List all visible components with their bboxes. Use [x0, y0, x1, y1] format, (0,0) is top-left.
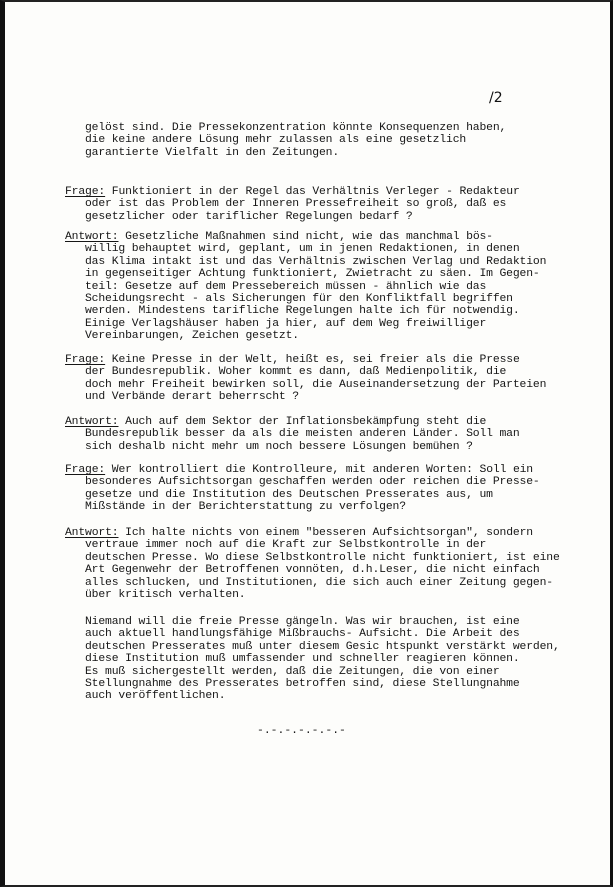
- text-line: diese Institution muß umfassender und schneller reagieren können.: [85, 653, 520, 666]
- text-line: Gesetzliche Maßnahmen sind nicht, wie das manchmal bös-: [118, 231, 493, 243]
- text-line: Art Gegenwehr der Betroffenen vonnöten, d.h.Leser, die nicht einfach: [85, 564, 540, 577]
- question-2: [65, 354, 595, 404]
- text-line: garantierte Vielfalt in den Zeitungen.: [85, 146, 340, 159]
- text-line: deutschen Presse. Wo diese Selbstkontrolle nicht funktioniert, ist eine: [85, 551, 560, 564]
- text-line: in gegenseitiger Achtung funktioniert, Zwietracht zu säen. Im Gegen-: [85, 268, 540, 281]
- text-line: doch mehr Freiheit bewirken soll, die Auseinandersetzung der Parteien: [85, 378, 547, 391]
- text-line: Niemand will die freie Presse gängeln. Was wir brauchen, ist eine: [85, 616, 520, 628]
- text-line: der Bundesrepublik. Woher kommt es dann, daß Medienpolitik, die: [85, 366, 507, 379]
- answer-label: Antwort:: [65, 231, 119, 243]
- text-line: Funktioniert in der Regel das Verhältnis Verleger - Redakteur: [105, 186, 520, 198]
- answer-label: Antwort:: [65, 416, 119, 428]
- text-line: gelöst sind. Die Pressekonzentration könnte Konsequenzen haben,: [85, 122, 507, 134]
- text-line: teil: Gesetze auf dem Pressebereich müssen - ähnlich wie das: [85, 280, 487, 293]
- closing-paragraph: [65, 616, 595, 703]
- answer-2: [65, 416, 595, 453]
- answer-1: [65, 231, 595, 343]
- text-line: Auch auf dem Sektor der Inflationsbekämpfung steht die: [118, 416, 487, 428]
- text-line: über kritisch verhalten.: [85, 589, 246, 602]
- text-line: besonderes Aufsichtsorgan geschaffen werden oder reichen die Presse-: [85, 476, 540, 489]
- question-label: Frage:: [65, 354, 106, 366]
- text-line: Bundesrepublik besser da als die meisten anderen Länder. Soll man: [85, 428, 520, 441]
- text-line: willig behauptet wird, geplant, um in jenen Redaktionen, in denen: [85, 243, 520, 256]
- text-line: und Verbände derart beherrscht ?: [85, 391, 299, 404]
- text-line: gesetze und die Institution des Deutschen Presserates aus, um: [85, 488, 493, 501]
- question-3: [65, 464, 595, 514]
- question-label: Frage:: [65, 186, 106, 198]
- answer-3: [65, 527, 595, 601]
- text-line: Es muß sichergestellt werden, daß die Zeitungen, die von einer: [85, 665, 500, 678]
- end-mark: -.-.-.-.-.-.-: [257, 725, 346, 737]
- text-line: Wer kontrolliert die Kontrolleure, mit anderen Worten: Soll ein: [105, 464, 533, 476]
- text-line: gesetzlicher oder tariflicher Regelungen bedarf ?: [85, 210, 413, 223]
- text-line: auch aktuell handlungsfähige Mißbrauchs- Aufsicht. Die Arbeit des: [85, 628, 520, 641]
- text-line: Einige Verlagshäuser haben ja hier, auf dem Weg freiwilliger: [85, 317, 487, 330]
- text-line: Vereinbarungen, Zeichen gesetzt.: [85, 330, 299, 343]
- text-line: das Klima intakt ist und das Verhältnis zwischen Verlag und Redaktion: [85, 255, 547, 268]
- text-line: alles schlucken, und Institutionen, die sich auch einer Zeitung gegen-: [85, 576, 553, 589]
- text-line: Mißstände in der Berichterstattung zu verfolgen?: [85, 501, 406, 514]
- text-line: deutschen Presserates muß unter diesem Gesic htspunkt verstärkt werden,: [85, 640, 560, 653]
- text-line: werden. Mindestens tarifliche Regelungen halte ich für notwendig.: [85, 305, 520, 318]
- text-line: auch veröffentlichen.: [85, 690, 226, 703]
- text-line: oder ist das Problem der Inneren Pressefreiheit so groß, daß es: [85, 198, 507, 211]
- intro-paragraph: [65, 122, 595, 159]
- question-label: Frage:: [65, 464, 106, 476]
- text-line: Keine Presse in der Welt, heißt es, sei freier als die Presse: [105, 354, 520, 366]
- text-line: sich deshalb nicht mehr um noch bessere Lösungen bemühen ?: [85, 440, 473, 453]
- text-line: Scheidungsrecht - als Sicherungen für den Konfliktfall begriffen: [85, 293, 513, 306]
- text-line: Stellungnahme des Presserates betroffen sind, diese Stellungnahme: [85, 678, 520, 691]
- text-line: Ich halte nichts von einem "besseren Aufsichtsorgan", sondern: [118, 527, 533, 539]
- question-1: [65, 186, 595, 223]
- page-number: /2: [489, 90, 503, 106]
- text-line: vertraue immer noch auf die Kraft zur Selbstkontrolle in der: [85, 539, 487, 552]
- answer-label: Antwort:: [65, 527, 119, 539]
- text-line: die keine andere Lösung mehr zulassen als eine gesetzlich: [85, 134, 467, 147]
